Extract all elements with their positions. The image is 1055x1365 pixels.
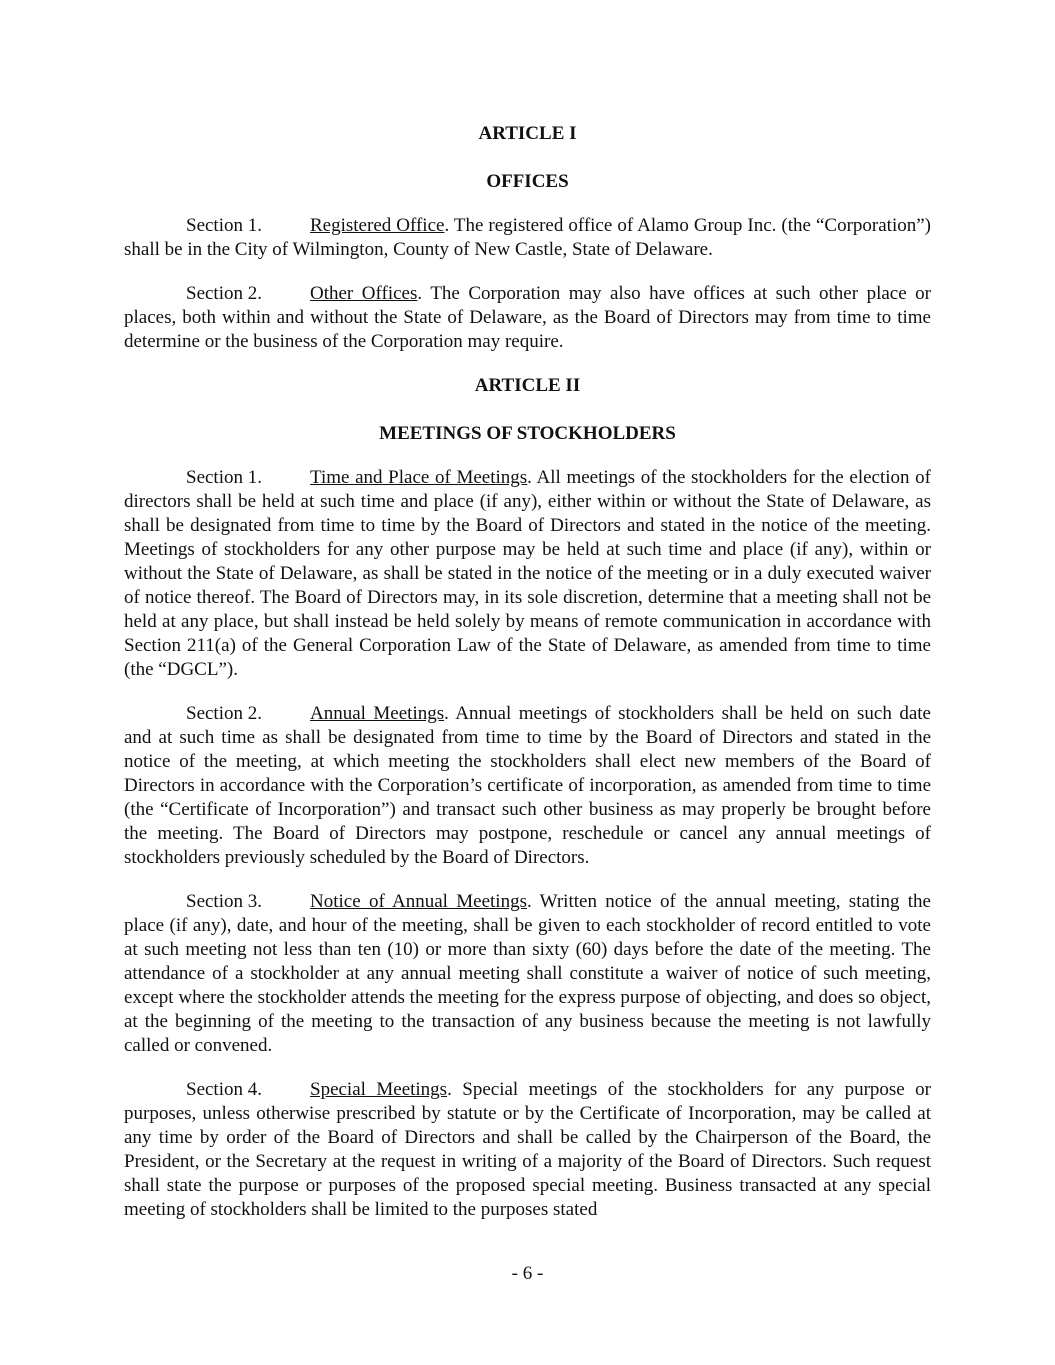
page-number: - 6 - — [511, 1263, 544, 1284]
section-paragraph — [124, 1078, 931, 1222]
section-text: . Written notice of the annual meeting, stating the place (if any), date, and hour of the meeting, shall be given to each stockholder of record entitled to vote at such meeting not less than ten (10) or more than sixty (60) days before the date of the meeting. The attendance of a stockholder at any annual meeting shall constitute a waiver of notice of such meeting, except where the stockholder attends the meeting for the express purpose of objecting, and does so object, at the beginning of the meeting to the transaction of any business because the meeting is not lawfully called or convened. — [124, 891, 931, 1056]
section-text: . Annual meetings of stockholders shall be held on such date and at such time as shall be designated from time to time by the Board of Directors and stated in the notice of the meeting, at which meeting the stockholders shall elect new members of the Board of Directors in accordance with the Corporation’s certificate of incorporation, as amended from time to time (the “Certificate of Incorporation”) and transact such other business as may properly be brought before the meeting. The Board of Directors may postpone, reschedule or cancel any annual meetings of stockholders previously scheduled by the Board of Directors. — [124, 703, 931, 868]
section-text: . The registered office of Alamo Group Inc. (the “Corporation”) shall be in the City of Wilmington, County of New Castle, State of Delaware. — [124, 215, 931, 260]
section-paragraph — [124, 214, 931, 262]
section-title: Annual Meetings — [310, 703, 445, 724]
section-number: Section 2. — [186, 283, 262, 304]
section-number: Section 4. — [186, 1079, 262, 1100]
article-heading: ARTICLE II — [474, 375, 581, 396]
section-title: Special Meetings — [310, 1079, 448, 1100]
article-title: MEETINGS OF STOCKHOLDERS — [379, 423, 676, 444]
section-title: Time and Place of Meetings — [310, 467, 528, 488]
section-paragraph — [124, 466, 931, 682]
section-paragraph — [124, 702, 931, 870]
section-number: Section 3. — [186, 891, 262, 912]
section-text: . All meetings of the stockholders for the election of directors shall be held at such time and place (if any), either within or without the State of Delaware, as shall be designated from time to time by the Board of Directors and stated in the notice of the meeting. Meetings of stockholders for any other purpose may be held at such time and place (if any), within or without the State of Delaware, as shall be stated in the notice of the meeting or in a duly executed waiver of notice thereof. The Board of Directors may, in its sole discretion, determine that a meeting shall not be held at any place, but shall instead be held solely by means of remote communication in accordance with Section 211(a) of the General Corporation Law of the State of Delaware, as amended from time to time (the “DGCL”). — [124, 467, 932, 680]
document-page — [124, 122, 931, 1242]
section-paragraph — [124, 890, 931, 1058]
section-title: Other Offices — [310, 283, 418, 304]
section-number: Section 2. — [186, 703, 262, 724]
section-number: Section 1. — [186, 215, 262, 236]
article-heading: ARTICLE I — [478, 123, 577, 144]
section-number: Section 1. — [186, 467, 262, 488]
section-text: . Special meetings of the stockholders for any purpose or purposes, unless otherwise prescribed by statute or by the Certificate of Incorporation, may be called at any time by order of the Board of Directors and shall be called by the Chairperson of the Board, the President, or the Secretary at the request in writing of a majority of the Board of Directors. Such request shall state the purpose or purposes of the proposed special meeting. Business transacted at any special meeting of stockholders shall be limited to the purposes stated — [124, 1079, 932, 1220]
section-text: . The Corporation may also have offices at such other place or places, both within and without the State of Delaware, as the Board of Directors may from time to time determine or the business of the Corporation may require. — [124, 283, 931, 352]
article-title: OFFICES — [486, 171, 569, 192]
section-title: Registered Office — [310, 215, 445, 236]
section-title: Notice of Annual Meetings — [310, 891, 527, 912]
section-paragraph — [124, 282, 931, 354]
